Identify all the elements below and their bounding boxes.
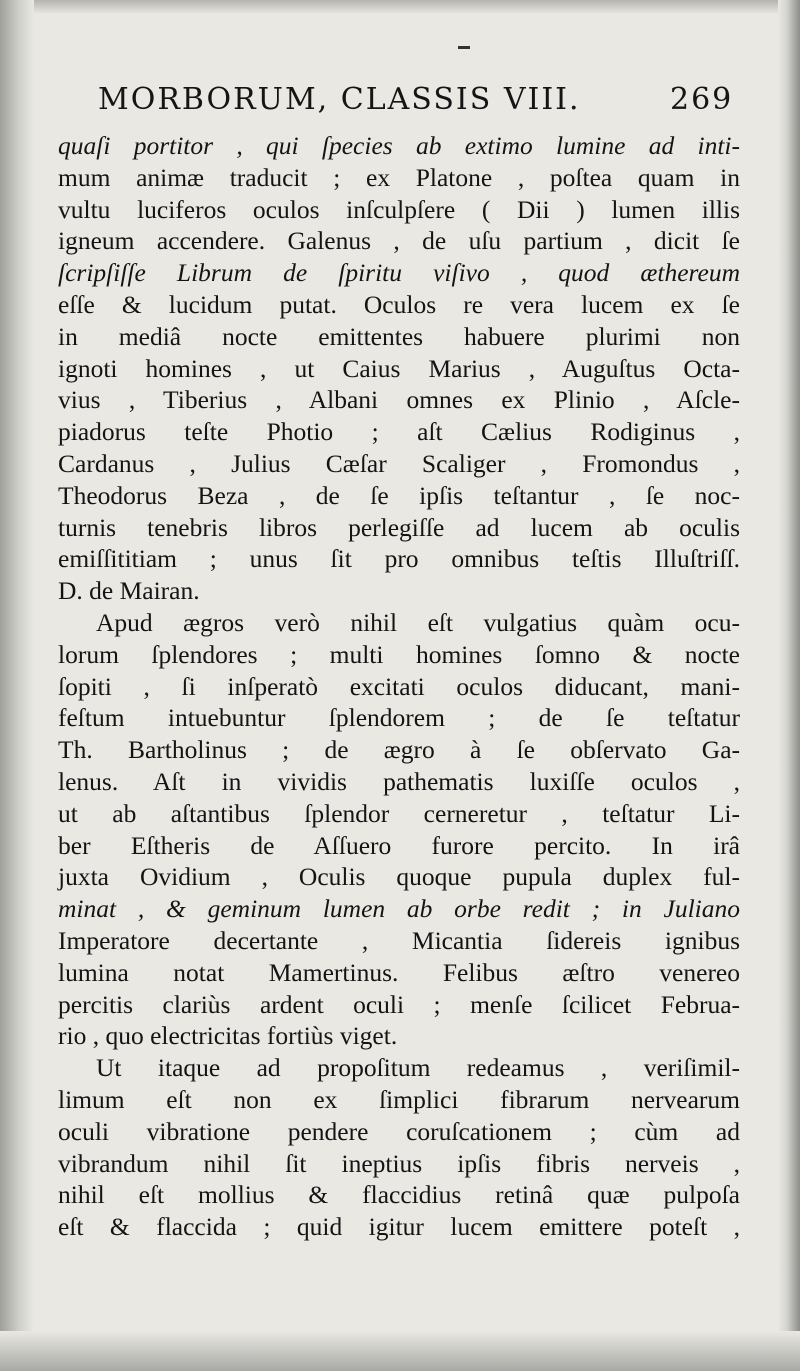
text-line: percitis clariùs ardent oculi ; menſe ſcilicet Februa-	[58, 989, 740, 1019]
text-line: igneum accendere. Galenus , de uſu partium , dicit ſe	[58, 226, 740, 256]
print-mark	[458, 46, 470, 49]
text-line: vultu luciferos oculos inſculpſere ( Dii ) lumen illis	[58, 194, 740, 224]
text-line: piadorus teſte Photio ; aſt Cælius Rodiginus ,	[58, 417, 740, 447]
text-line: Imperatore decertante , Micantia ſidereis ignibus	[58, 925, 740, 955]
page-bottom-shadow	[0, 1331, 800, 1371]
page-left-shadow	[0, 0, 34, 1371]
text-line: lumina notat Mamertinus. Felibus æſtro venereo	[58, 957, 740, 987]
text-line: vius , Tiberius , Albani omnes ex Plinio , Aſcle-	[58, 385, 740, 415]
running-header	[98, 82, 778, 117]
text-line: vibrandum nihil ſit ineptius ipſis fibris nerveis ,	[58, 1148, 740, 1178]
text-line: Theodorus Beza , de ſe ipſis teſtantur , ſe noc-	[58, 480, 740, 510]
text-line: eſt & flaccida ; quid igitur lucem emittere poteſt ,	[58, 1212, 740, 1242]
text-line: Cardanus , Julius Cæſar Scaliger , Fromondus ,	[58, 448, 740, 478]
text-line: Apud ægros verò nihil eſt vulgatius quàm ocu-	[96, 607, 740, 637]
text-line: ſcripſiſſe Librum de ſpiritu viſivo , quod æthereum	[58, 258, 740, 288]
text-line: juxta Ovidium , Oculis quoque pupula duplex ful-	[58, 862, 740, 892]
text-line: ſopiti , ſi inſperatò excitati oculos diducant, mani-	[58, 671, 740, 701]
text-line: in mediâ nocte emittentes habuere plurimi non	[58, 321, 740, 351]
text-line: lorum ſplendores ; multi homines ſomno & nocte	[58, 639, 740, 669]
text-line: quaſi portitor , qui ſpecies ab extimo lumine ad inti-	[58, 131, 740, 160]
text-line: emiſſititiam ; unus ſit pro omnibus teſtis Illuſtriſſ.	[58, 544, 740, 574]
text-line: turnis tenebris libros perlegiſſe ad lucem ab oculis	[58, 512, 740, 542]
body-text	[58, 130, 740, 1243]
text-line: nihil eſt mollius & flaccidius retinâ quæ pulpoſa	[58, 1180, 740, 1210]
text-line: mum animæ traducit ; ex Platone , poſtea quam in	[58, 162, 740, 192]
text-line: ignoti homines , ut Caius Marius , Auguſtus Octa-	[58, 353, 740, 383]
text-line: ut ab aſtantibus ſplendor cerneretur , teſtatur Li-	[58, 798, 740, 828]
text-line: Th. Bartholinus ; de ægro à ſe obſervato Ga-	[58, 735, 740, 765]
text-line: rio , quo electricitas fortiùs viget.	[58, 1021, 398, 1051]
text-line: minat , & geminum lumen ab orbe redit ; in Juliano	[58, 894, 740, 924]
page-right-shadow	[778, 0, 800, 1371]
text-line: limum eſt non ex ſimplici fibrarum nervearum	[58, 1084, 740, 1114]
text-line: feſtum intuebuntur ſplendorem ; de ſe teſtatur	[58, 703, 740, 733]
text-line: D. de Mairan.	[58, 576, 200, 606]
text-line: eſſe & lucidum putat. Oculos re vera lucem ex ſe	[58, 289, 740, 319]
page-number: 269	[670, 82, 734, 117]
text-line: oculi vibratione pendere coruſcationem ; cùm ad	[58, 1116, 740, 1146]
text-line: lenus. Aſt in vividis pathematis luxiſſe oculos ,	[58, 766, 740, 796]
text-line: ber Eſtheris de Aſſuero furore percito. In irâ	[58, 830, 740, 860]
page-top-shadow	[0, 0, 800, 14]
text-line: Ut itaque ad propoſitum redeamus , veriſimil-	[96, 1053, 740, 1083]
running-title: MORBORUM, CLASSIS VIII.	[98, 82, 581, 117]
